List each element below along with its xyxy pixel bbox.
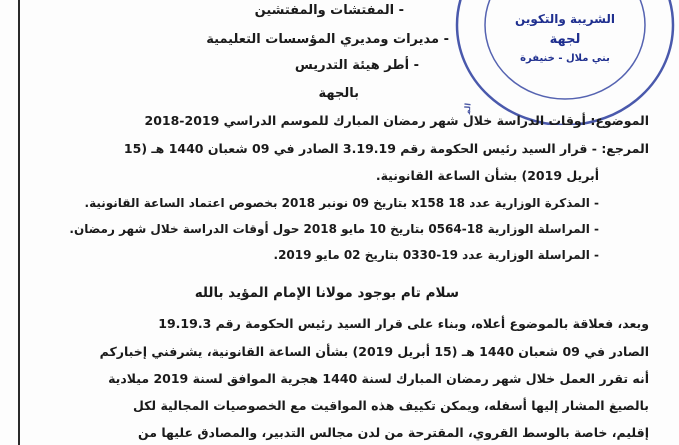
reference-item-3: - المراسلة الوزارية عدد 19-0330 بتاريخ 02 مايو 2019. — [273, 248, 599, 262]
subject-text: أوقات الدراسة خلال شهر رمضان المبارك للموسم الدراسي 2019-2018 — [144, 113, 586, 128]
recipient-region: بالجهة — [318, 86, 359, 101]
reference-label: المرجع: — [601, 141, 649, 156]
reference-text-2: أبريل 2019) بشأن الساعة القانونية. — [375, 168, 599, 183]
seal-line-1: الشريبة والتكوين — [515, 12, 615, 26]
recipient-school-directors: - مديرات ومديري المؤسسات التعليمية — [206, 32, 449, 47]
body-line-3: أنه تقرر العمل خلال شهر رمضان المبارك لسنة 1440 هجرية الموافق لسنة 2019 ميلادية — [108, 371, 649, 386]
recipient-teaching-staff: - أطر هيئة التدريس — [294, 58, 419, 73]
left-border-rule — [18, 0, 20, 445]
seal-line-2: لجهة — [549, 32, 581, 47]
seal-graphic — [450, 0, 679, 125]
body-line-4: بالصيغ المشار إليها أسفله، ويمكن تكييف هذه المواقيت مع الخصوصيات المجالية لكل — [132, 398, 649, 413]
body-line-5: إقليم، خاصة بالوسط القروي، المقترحة من لدن مجالس التدبير، والمصادق عليها من — [137, 425, 649, 440]
reference-text-1: - قرار السيد رئيس الحكومة رقم 3.19.19 الصادر في 09 شعبان 1440 هـ (15 — [123, 141, 597, 156]
reference-line — [124, 141, 649, 156]
subject-label: الموضوع: — [590, 113, 649, 128]
recipient-inspectors: - المفتشات والمفتشين — [254, 3, 404, 18]
greeting: سلام تام بوجود مولانا الإمام المؤيد بالله — [194, 285, 459, 301]
seal-ring-text: الم — [462, 102, 473, 115]
reference-item-2: - المراسلة الوزارية 18-0564 بتاريخ 10 مايو 2018 حول أوقات الدراسة خلال شهر رمضان. — [69, 222, 599, 236]
subject-line — [145, 113, 650, 128]
seal-line-3: بني ملال - خنيفرة — [520, 53, 610, 64]
body-line-2: الصادر في 09 شعبان 1440 هـ (15 أبريل 2019) بشأن الساعة القانونية، يشرفني إخباركم — [99, 344, 649, 359]
reference-item-1: - المذكرة الوزارية عدد 18 x158 بتاريخ 09 نونبر 2018 بخصوص اعتماد الساعة القانونية. — [84, 196, 599, 210]
body-line-1: وبعد، فعلاقة بالموضوع أعلاه، وبناء على قرار السيد رئيس الحكومة رقم 19.19.3 — [158, 316, 649, 331]
official-seal — [450, 0, 679, 125]
